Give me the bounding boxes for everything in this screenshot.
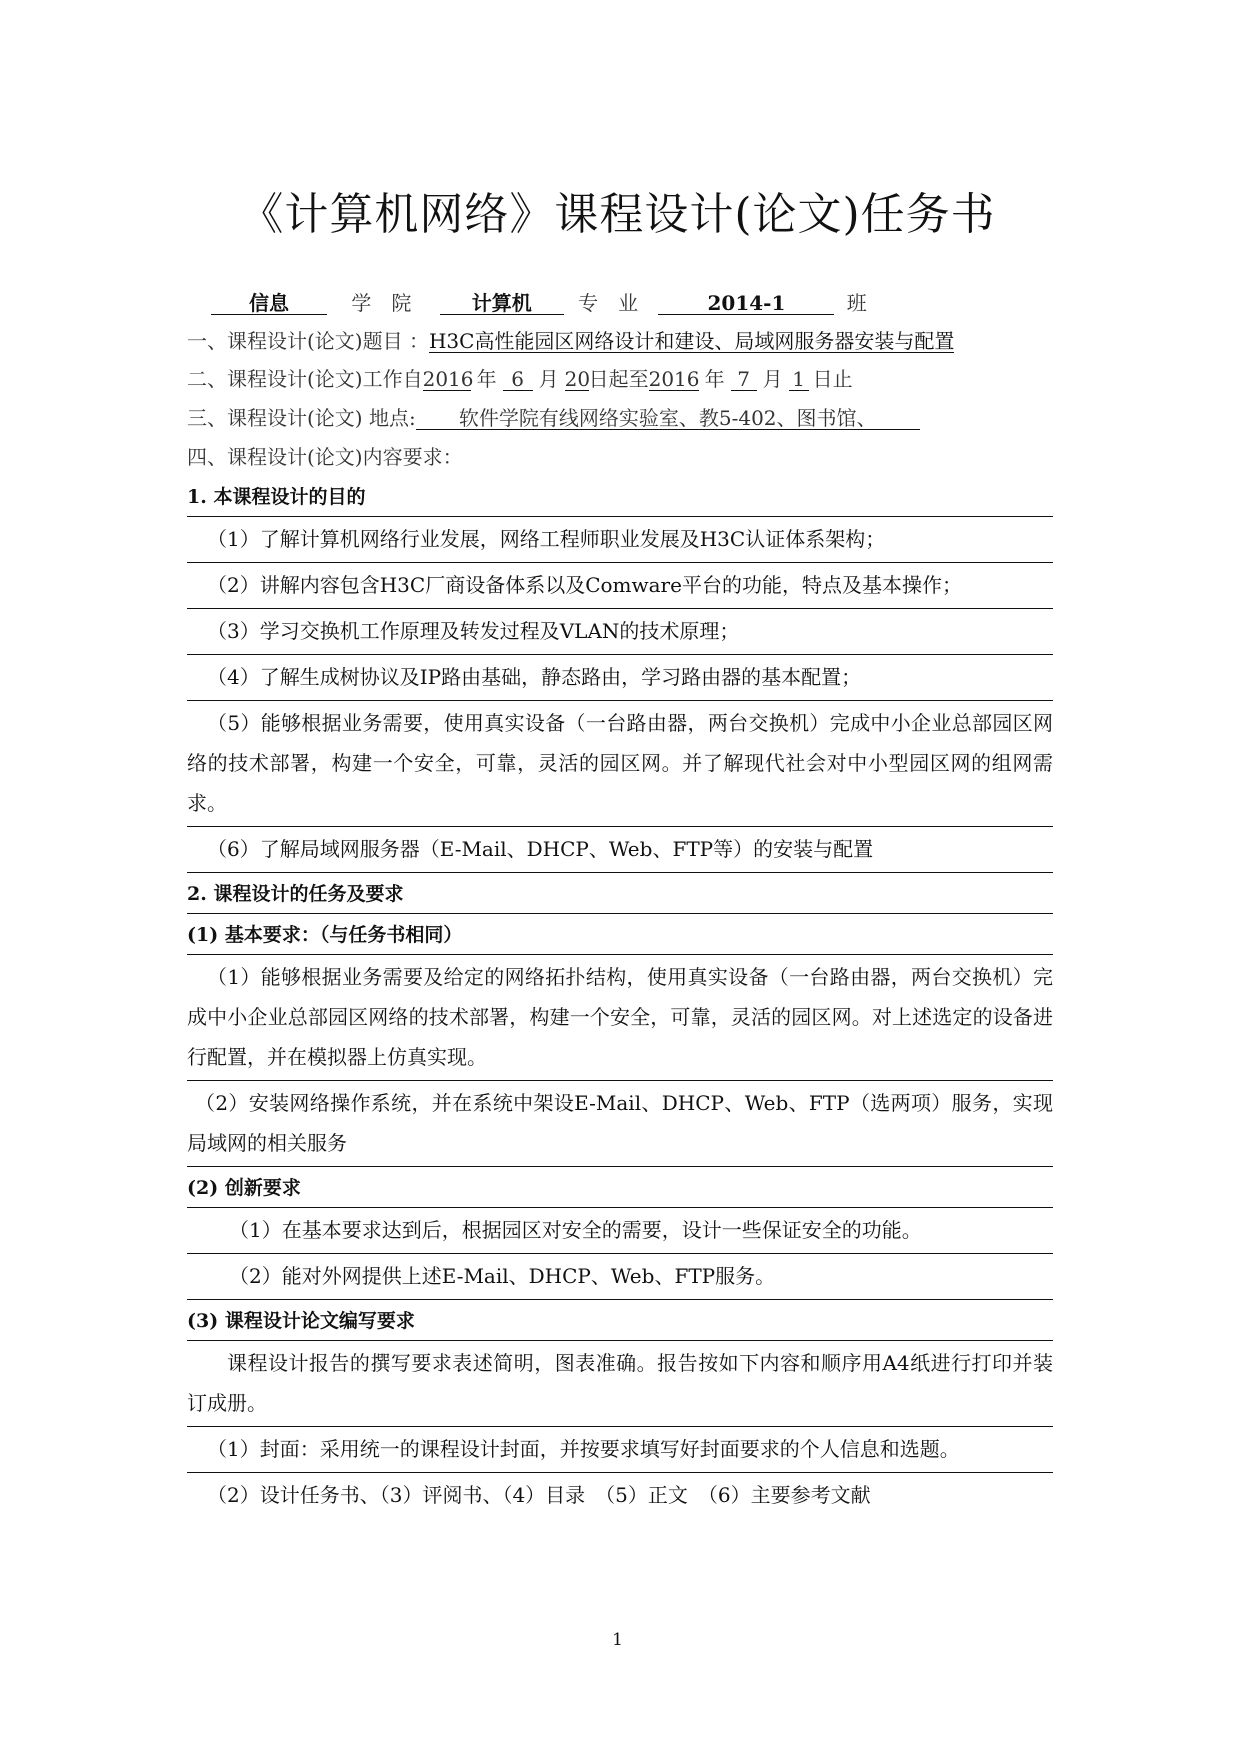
basic-requirements-heading: (1) 基本要求：（与任务书相同） <box>187 914 1053 955</box>
year-char-2: 年 <box>704 367 725 391</box>
end-char: 日止 <box>812 367 853 391</box>
end-month: 7 <box>731 368 757 391</box>
class-label: 班 <box>846 291 867 315</box>
section1-item-3: （3）学习交换机工作原理及转发过程及VLAN的技术原理； <box>187 609 1053 655</box>
section1-item-5: （5）能够根据业务需要，使用真实设备（一台路由器，两台交换机）完成中小企业总部园区网络的技术部署，构建一个安全，可靠，灵活的园区网。并了解现代社会对中小型园区网的组网需求。 <box>187 701 1053 827</box>
start-year: 2016 <box>422 367 474 391</box>
end-day: 1 <box>789 368 809 391</box>
topic-line <box>187 324 1053 361</box>
section2-heading: 2. 课程设计的任务及要求 <box>187 873 1053 914</box>
period-line <box>187 361 1053 398</box>
innovation-heading: (2) 创新要求 <box>187 1167 1053 1208</box>
writing-item-1: （1）封面：采用统一的课程设计封面，并按要求填写好封面要求的个人信息和选题。 <box>187 1427 1053 1473</box>
year-char-1: 年 <box>476 367 497 391</box>
section1-item-1: （1）了解计算机网络行业发展，网络工程师职业发展及H3C认证体系架构； <box>187 517 1053 563</box>
college-value: 信息 <box>211 292 327 315</box>
topic-label: 一、课程设计(论文)题目 ： <box>187 329 429 353</box>
content-requirements-label: 四、课程设计(论文)内容要求： <box>187 445 463 469</box>
section1-item-2: （2）讲解内容包含H3C厂商设备体系以及Comware平台的功能，特点及基本操作； <box>187 563 1053 609</box>
header-line <box>187 290 1053 324</box>
end-year: 2016 <box>648 367 700 391</box>
writing-item-2: （2）设计任务书、（3）评阅书、（4）目录 （5）正文 （6）主要参考文献 <box>207 1483 871 1507</box>
major-value: 计算机 <box>440 292 564 315</box>
basic-item-1: （1）能够根据业务需要及给定的网络拓扑结构，使用真实设备（一台路由器，两台交换机）完成中小企业总部园区网络的技术部署，构建一个安全，可靠，灵活的园区网。对上述选定的设备进行配置，并在模拟器上仿真实现。 <box>187 955 1053 1081</box>
section1-item-4: （4）了解生成树协议及IP路由基础，静态路由，学习路由器的基本配置； <box>187 655 1053 701</box>
document-title: 《计算机网络》课程设计(论文)任务书 <box>239 189 996 240</box>
location-line <box>187 398 1053 438</box>
writing-item-intro: 课程设计报告的撰写要求表述简明，图表准确。报告按如下内容和顺序用A4纸进行打印并装订成册。 <box>187 1341 1053 1427</box>
basic-item-2: （2）安装网络操作系统，并在系统中架设E-Mail、DHCP、Web、FTP（选两项）服务，实现局域网的相关服务 <box>187 1081 1053 1167</box>
innovation-item-1: （1）在基本要求达到后，根据园区对安全的需要，设计一些保证安全的功能。 <box>187 1208 1053 1254</box>
from-char: 日起至 <box>588 367 649 391</box>
writing-heading: (3) 课程设计论文编写要求 <box>187 1300 1053 1341</box>
college-label: 学 院 <box>351 291 412 315</box>
innovation-item-2: （2）能对外网提供上述E-Mail、DHCP、Web、FTP服务。 <box>187 1254 1053 1300</box>
start-month: 6 <box>503 368 533 391</box>
topic-value: H3C高性能园区网络设计和建设、局域网服务器安装与配置 <box>428 329 955 353</box>
location-label: 三、课程设计(论文) 地点: <box>187 406 416 430</box>
start-day: 20 <box>564 367 591 391</box>
class-value: 2014-1 <box>658 292 834 315</box>
location-value: 软件学院有线网络实验室、教5-402、图书馆、 <box>416 407 920 430</box>
page-number: 1 <box>612 1630 623 1650</box>
major-label: 专 业 <box>578 291 639 315</box>
section1-heading: 1. 本课程设计的目的 <box>187 476 1053 517</box>
document-body <box>187 290 1053 1518</box>
month-char-2: 月 <box>762 367 783 391</box>
section1-item-6: （6）了解局域网服务器（E-Mail、DHCP、Web、FTP等）的安装与配置 <box>187 827 1053 873</box>
period-label: 二、课程设计(论文)工作自 <box>187 367 423 391</box>
month-char-1: 月 <box>538 367 559 391</box>
